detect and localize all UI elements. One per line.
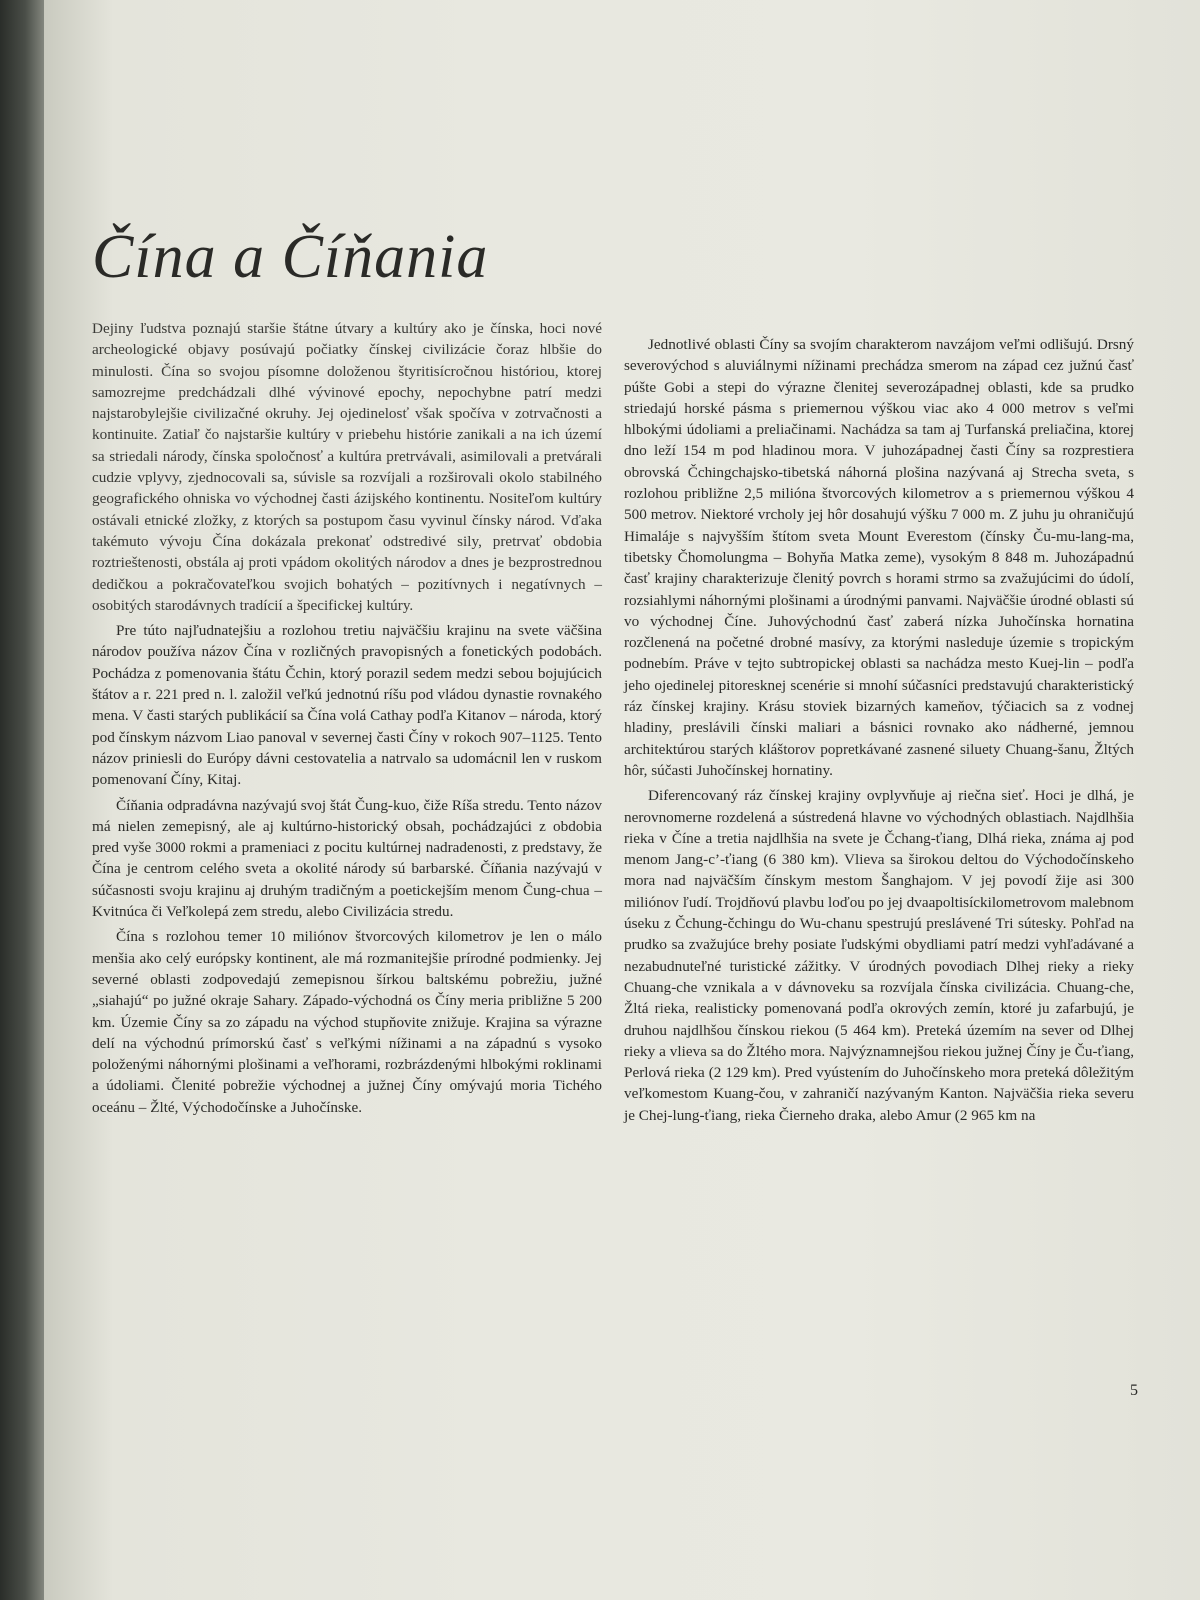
paragraph: Pre túto najľudnatejšiu a rozlohou tretiu najväčšiu krajinu na svete väčšina národov používa názov Čína v rozličných pravopisných a fonetických podobách. Pochádza z pomenovania štátu Čchin, ktorý porazil sedem medzi sebou bojujúcich štátov a r. 221 pred n. l. založil veľkú jednotnú ríšu pod vládou dynastie rovnakého mena. V časti starých publikácií sa Čína volá Cathay podľa Kitanov – národa, ktorý pod čínskym názvom Liao panoval v severnej časti Číny v rokoch 907–1125. Tento názov priniesli do Európy dávni cestovatelia a natrvalo sa udomácnil len v ruskom pomenovaní Číny, Kitaj. — [92, 622, 602, 789]
paragraph: Čína s rozlohou temer 10 miliónov štvorcových kilometrov je len o málo menšia ako celý európsky kontinent, ale má rozmanitejšie prírodné podmienky. Jej severné oblasti zodpovedajú zemepisnou šírkou baltskému pobrežiu, južné „siahajú“ po južné okraje Sahary. Západo-východná os Číny meria približne 5 200 km. Územie Číny sa zo západu na východ stupňovite znižuje. Krajina sa výrazne delí na východnú prímorskú časť s veľkými nížinami a na západnú s vysoko položenými náhornými plošinami a veľhorami, rozbrázdenými hlbokými roklinami a údoliami. Členité pobrežie východnej a južnej Číny omývajú moria Tichého oceánu – Žlté, Východočínske a Juhočínske. — [92, 928, 602, 1116]
right-text-column — [624, 334, 1134, 1130]
book-page — [44, 0, 1200, 1600]
paragraph: Dejiny ľudstva poznajú staršie štátne útvary a kultúry ako je čínska, hoci nové archeologické objavy posúvajú počiatky čínskej civilizácie čoraz hlbšie do minulosti. Čína so svojou písomne doloženou štyritisícročnou históriou, ktorej samozrejme predchádzali dlhé vývinové epochy, nepochybne patrí medzi najstarobylejšie civilizačné okruhy. Jej ojedinelosť však spočíva v zotrvačnosti a kontinuite. Zatiaľ čo najstaršie kultúry v priebehu histórie zanikali a na ich území sa striedali národy, čínska spoločnosť a kultúra pretrvávali, asimilovali a pretvárali cudzie vplyvy, zjednocovali sa, súvisle sa rozvíjali a rozširovali okolo stabilného geografického ohniska vo východnej časti ázijského kontinentu. Nositeľom kultúry ostávali etnické zložky, z ktorých sa postupom času vyvinul čínsky národ. Vďaka takémuto vývoju Čína dokázala prekonať odstredivé sily, pretrvať obdobia roztrieštenosti, obstála aj proti vpádom okolitých národov a dnes je bezprostrednou dedičkou a pokračovateľkou svojich bohatých – pozitívnych i negatívnych – osobitých starodávnych tradícií a špecifickej kultúry. — [92, 320, 602, 614]
page-number: 5 — [1130, 1382, 1138, 1399]
paragraph: Diferencovaný ráz čínskej krajiny ovplyvňuje aj riečna sieť. Hoci je dlhá, je nerovnomerne rozdelená a sústredená hlavne vo východných oblastiach. Najdlhšia rieka v Číne a tretia najdlhšia na svete je Čchang-ťiang, Dlhá rieka, známa aj pod menom Jang-c’-ťiang (6 380 km). Vlieva sa širokou deltou do Východočínskeho mora nad najväčším čínskym mestom Šanghajom. V jej povodí žije asi 300 miliónov ľudí. Trojdňovú plavbu loďou po jej dvaapoltisíckilometrovom malebnom úseku z Čchung-čchingu do Wu-chanu spestrujú preslávené Tri sútesky. Pohľad na prudko sa zvažujúce brehy posiate ľudskými obydliami patrí medzi vyhľadávané a nezabudnuteľné turistické zážitky. V úrodných povodiach Dlhej rieky a rieky Chuang-che vznikala a v dávnoveku sa rozvíjala čínska civilizácia. Chuang-che, Žltá rieka, realisticky pomenovaná podľa okrových zemín, ktoré ju zafarbujú, je druhou najdlhšou čínskou riekou (5 464 km). Preteká územím na sever od Dlhej rieky a vlieva sa do Žltého mora. Najvýznamnejšou riekou južnej Číny je Ču-ťiang, Perlová rieka (2 129 km). Pred vyústením do Juhočínskeho mora preteká dôležitým veľkomestom Kuang-čou, v zahraničí nazývaným Kanton. Najväčšia rieka severu je Chej-lung-ťiang, rieka Čierneho draka, alebo Amur (2 965 km na — [624, 787, 1134, 1124]
book-spine — [0, 0, 46, 1600]
left-text-column — [92, 318, 602, 1122]
paragraph: Jednotlivé oblasti Číny sa svojím charakterom navzájom veľmi odlišujú. Drsný severovýchod s aluviálnymi nížinami prechádza smerom na západ cez južnú časť púšte Gobi a stepi do výrazne členitej severozápadnej oblasti, kde sa prudko striedajú horské pásma s priemernou výškou viac ako 4 000 metrov s veľmi hlbokými údoliami a preliačinami. Nachádza sa tam aj Turfanská preliačina, ktorej dno leží 154 m pod hladinou mora. V juhozápadnej časti Číny sa rozprestiera obrovská Čchingchajsko-tibetská náhorná plošina nazývaná aj Strecha sveta, s rozlohou približne 2,5 milióna štvorcových kilometrov a s priemernou výškou 4 500 metrov. Niektoré vrcholy jej hôr dosahujú výšku 7 000 m. Z juhu ju ohraničujú Himaláje s najvyšším štítom sveta Mount Everestom (čínsky Ču-mu-lang-ma, tibetsky Čhomolungma – Bohyňa Matka zeme), vysokým 8 848 m. Juhozápadnú časť krajiny charakterizuje členitý povrch s horami strmo sa zvažujúcimi do údolí, rozsiahlymi náhornými plošinami a úrodnými panvami. Najväčšie úrodné oblasti sú vo východnej Číne. Juhovýchodnú časť zaberá nízka Juhočínska hornatina rozčlenená na početné drobné masívy, za ktorými nasleduje územie s tropickým podnebím. Práve v tejto subtropickej oblasti sa nachádza mesto Kuej-lin – podľa jeho ojedinelej pitoresknej scenérie si mnohí súčasníci predstavujú charakteristický ráz čínskej krajiny. Krásu stoviek bizarných kameňov, týčiacich sa z vodnej hladiny, preslávili čínski maliari a básnici rovnako ako nádherné, jemnou architektúrou starých kláštorov popretkávané zasnené siluety Chuang-šanu, Žltých hôr, súčasti Juhočínskej hornatiny. — [624, 336, 1134, 779]
page-title: Čína a Číňania — [92, 223, 489, 291]
paragraph: Číňania odpradávna nazývajú svoj štát Čung-kuo, čiže Ríša stredu. Tento názov má nielen zemepisný, ale aj kultúrno-historický obsah, pochádzajúci z obdobia pred vyše 3000 rokmi a prameniaci z pocitu kultúrnej nadradenosti, z predstavy, že Čína je centrom celého sveta a okolité národy sú barbarské. Číňania nazývajú v súčasnosti svoju krajinu aj druhým tradičným a poetickejším menom Čung-chua – Kvitnúca či Veľkolepá zem stredu, alebo Civilizácia stredu. — [92, 796, 602, 921]
